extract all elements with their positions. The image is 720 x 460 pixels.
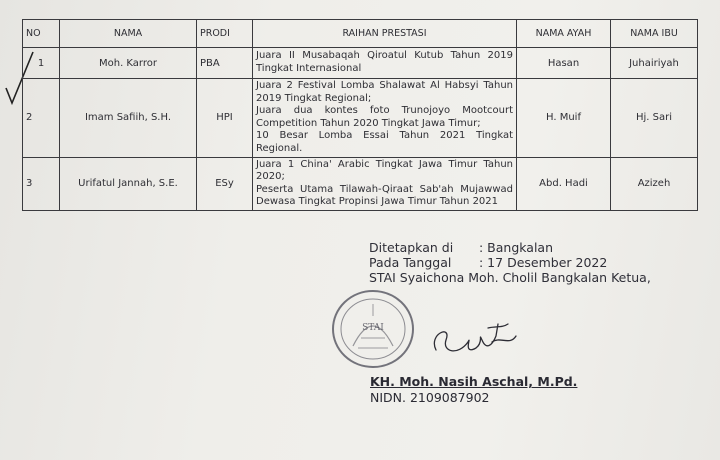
seal-text: STAI <box>362 323 384 333</box>
row-nama: Imam Safiih, S.H. <box>60 79 197 158</box>
row-prodi: PBA <box>197 48 253 79</box>
signer-name: KH. Moh. Nasih Aschal, M.Pd. <box>370 374 578 389</box>
row-no: 1 <box>23 48 60 79</box>
row-nama: Urifatul Jannah, S.E. <box>60 157 197 210</box>
institution-line: STAI Syaichona Moh. Cholil Bangkalan Ketua, <box>369 270 651 285</box>
prestasi-item: Juara 2 Festival Lomba Shalawat Al Habsyi Tahun 2019 Tingkat Regional; <box>256 80 513 104</box>
header-no: NO <box>23 20 60 48</box>
row-no: 2 <box>23 79 60 158</box>
row-nama-ayah: Abd. Hadi <box>517 157 611 210</box>
row-prestasi <box>253 157 517 210</box>
row-nama: Moh. Karror <box>60 48 197 79</box>
prestasi-item: Juara 1 China' Arabic Tingkat Jawa Timur Tahun 2020; <box>256 158 513 183</box>
row-nama-ibu: Azizeh <box>611 157 698 210</box>
prestasi-item: Juara dua kontes foto Trunojoyo Mootcourt Competition Tahun 2020 Tingkat Jawa Timur; <box>256 105 513 129</box>
row-nama-ayah: Hasan <box>517 48 611 79</box>
ditetapkan-value: : Bangkalan <box>479 240 554 255</box>
prestasi-item: 10 Besar Lomba Essai Tahun 2021 Tingkat Regional. <box>256 130 513 154</box>
institution-seal-stamp <box>328 286 418 372</box>
achievement-table <box>22 19 698 211</box>
table-row <box>23 79 698 158</box>
table-row <box>23 48 698 79</box>
tanggal-value: : 17 Desember 2022 <box>479 255 608 270</box>
tanggal-label: Pada Tanggal <box>369 255 452 270</box>
ditetapkan-row <box>369 240 651 255</box>
handwritten-signature <box>418 306 528 372</box>
signer-nidn: NIDN. 2109087902 <box>370 390 490 405</box>
row-nama-ayah: H. Muif <box>517 79 611 158</box>
table-row <box>23 157 698 210</box>
header-nama-ayah: NAMA AYAH <box>517 20 611 48</box>
prestasi-item: Peserta Utama Tilawah-Qiraat Sab'ah Mujawwad Dewasa Tingkat Propinsi Jawa Timur Tahun 2021 <box>256 183 513 208</box>
header-nama: NAMA <box>60 20 197 48</box>
row-prodi: HPI <box>197 79 253 158</box>
row-prestasi <box>253 48 517 79</box>
signature-block <box>369 240 651 285</box>
row-prodi: ESy <box>197 157 253 210</box>
header-prodi: PRODI <box>197 20 253 48</box>
row-nama-ibu: Juhairiyah <box>611 48 698 79</box>
row-prestasi <box>253 79 517 158</box>
table-header-row <box>23 20 698 48</box>
prestasi-item: Juara II Musabaqah Qiroatul Kutub Tahun 2019 Tingkat Internasional <box>256 50 513 74</box>
ditetapkan-label: Ditetapkan di <box>369 240 454 255</box>
row-no: 3 <box>23 157 60 210</box>
header-raihan-prestasi: RAIHAN PRESTASI <box>253 20 517 48</box>
tanggal-row <box>369 255 651 270</box>
header-nama-ibu: NAMA IBU <box>611 20 698 48</box>
row-nama-ibu: Hj. Sari <box>611 79 698 158</box>
